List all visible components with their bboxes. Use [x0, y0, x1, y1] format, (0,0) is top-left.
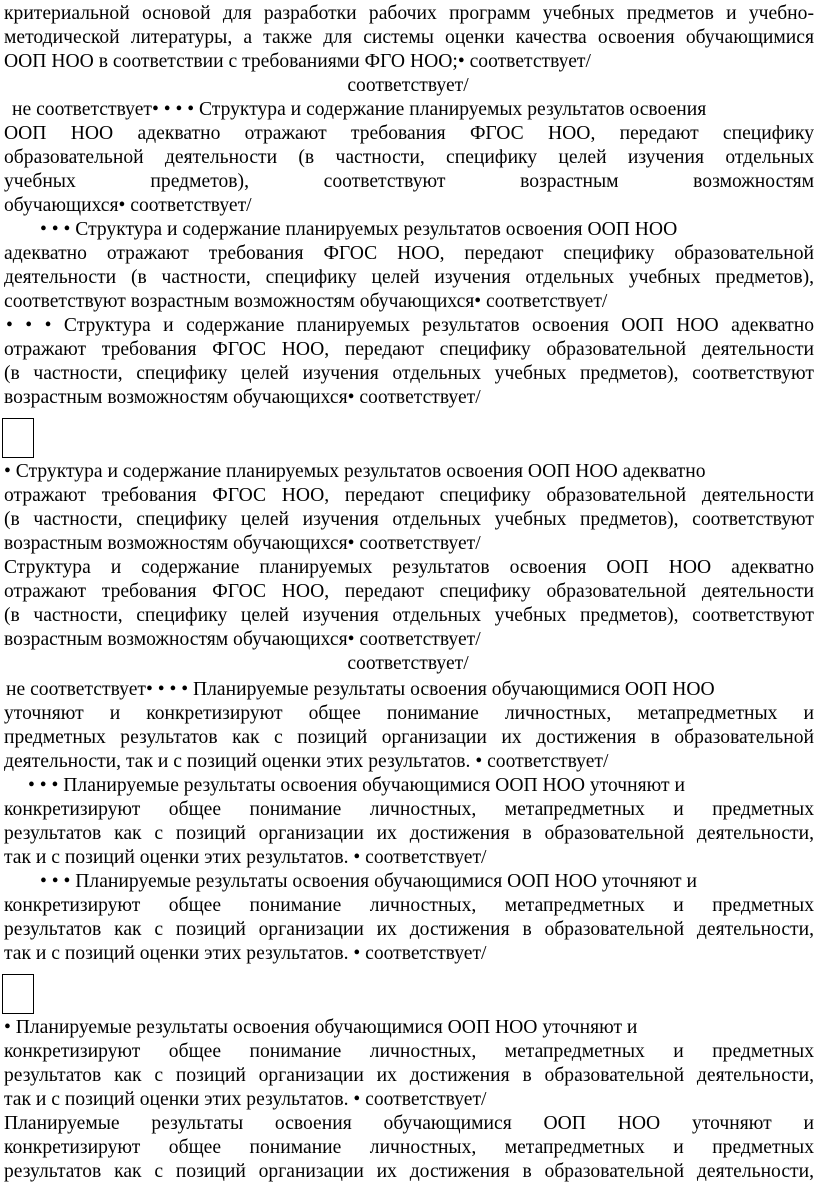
checkbox-frame	[2, 418, 34, 458]
text-line: • Структура и содержание планируемых результатов освоения ООП НОО адекватно	[4, 461, 706, 482]
text-line: соответствуют возрастным возможностям обучающихся• соответствует/	[4, 291, 608, 312]
checkbox-frame	[2, 974, 34, 1014]
text-line: критериальной основой для разработки рабочих программ учебных предметов и учебно-	[4, 3, 814, 24]
text-line: так и с позиций оценки этих результатов. • соответствует/	[4, 943, 487, 964]
text-line: так и с позиций оценки этих результатов. • соответствует/	[4, 847, 487, 868]
text-line: (в частности, специфику целей изучения отдельных учебных предметов), соответствуют	[4, 509, 814, 530]
text-line: отражают требования ФГОС НОО, передают специфику образовательной деятельности	[4, 339, 814, 360]
text-line: • • • Планируемые результаты освоения обучающимися ООП НОО уточняют и	[40, 871, 697, 892]
text-line: результатов как с позиций организации их достижения в образовательной деятельности,	[4, 919, 814, 940]
text-line: • • • Структура и содержание планируемых результатов освоения ООП НОО	[40, 219, 678, 240]
text-line: так и с позиций оценки этих результатов. • соответствует/	[4, 1089, 487, 1110]
text-line: Планируемые результаты освоения обучающимися ООП НОО уточняют и	[4, 1113, 814, 1134]
text-line: деятельности (в частности, специфику целей изучения отдельных учебных предметов),	[4, 267, 814, 288]
text-line: предметных результатов как с позиций организации их достижения в образовательной	[4, 727, 814, 748]
text-line: адекватно отражают требования ФГОС НОО, передают специфику образовательной	[4, 243, 814, 264]
text-line: учебных предметов), соответствуют возрастным возможностям	[4, 171, 814, 192]
text-line: не соответствует• • • • Планируемые результаты освоения обучающимися ООП НОО	[6, 679, 715, 700]
text-line: конкретизируют общее понимание личностных, метапредметных и предметных	[4, 1137, 814, 1158]
text-line: результатов как с позиций организации их достижения в образовательной деятельности,	[4, 1161, 814, 1182]
text-line: возрастным возможностям обучающихся• соответствует/	[4, 629, 481, 650]
text-line: ООП НОО адекватно отражают требования ФГОС НОО, передают специфику	[4, 123, 814, 144]
text-line: возрастным возможностям обучающихся• соответствует/	[4, 387, 481, 408]
text-line: • Планируемые результаты освоения обучающимися ООП НОО уточняют и	[4, 1017, 638, 1038]
text-line: соответствует/	[347, 75, 469, 96]
text-line: конкретизируют общее понимание личностных, метапредметных и предметных	[4, 895, 814, 916]
text-line: возрастным возможностям обучающихся• соответствует/	[4, 533, 481, 554]
text-line: (в частности, специфику целей изучения отдельных учебных предметов), соответствуют	[4, 363, 814, 384]
text-line: методической литературы, а также для системы оценки качества освоения обучающимися	[4, 27, 814, 48]
text-line: • • • Структура и содержание планируемых результатов освоения ООП НОО адекватно	[6, 315, 814, 336]
text-line: отражают требования ФГОС НОО, передают специфику образовательной деятельности	[4, 485, 814, 506]
text-line: • • • Планируемые результаты освоения обучающимися ООП НОО уточняют и	[28, 775, 685, 796]
text-line: ООП НОО в соответствии с требованиями ФГО НОО;• соответствует/	[4, 51, 591, 72]
text-line: (в частности, специфику целей изучения отдельных учебных предметов), соответствуют	[4, 605, 814, 626]
text-line: результатов как с позиций организации их достижения в образовательной деятельности,	[4, 1065, 814, 1086]
text-line: результатов как с позиций организации их достижения в образовательной деятельности,	[4, 823, 814, 844]
text-line: уточняют и конкретизируют общее понимание личностных, метапредметных и	[4, 703, 814, 724]
text-line: образовательной деятельности (в частности, специфику целей изучения отдельных	[4, 147, 814, 168]
text-line: соответствует/	[347, 653, 469, 674]
text-line: деятельности, так и с позиций оценки этих результатов. • соответствует/	[4, 751, 609, 772]
text-line: обучающихся• соответствует/	[4, 195, 252, 216]
text-line: конкретизируют общее понимание личностных, метапредметных и предметных	[4, 1041, 814, 1062]
text-line: конкретизируют общее понимание личностных, метапредметных и предметных	[4, 799, 814, 820]
text-line: Структура и содержание планируемых результатов освоения ООП НОО адекватно	[4, 557, 814, 578]
text-line: не соответствует• • • • Структура и содержание планируемых результатов освоения	[12, 99, 707, 120]
text-line: отражают требования ФГОС НОО, передают специфику образовательной деятельности	[4, 581, 814, 602]
